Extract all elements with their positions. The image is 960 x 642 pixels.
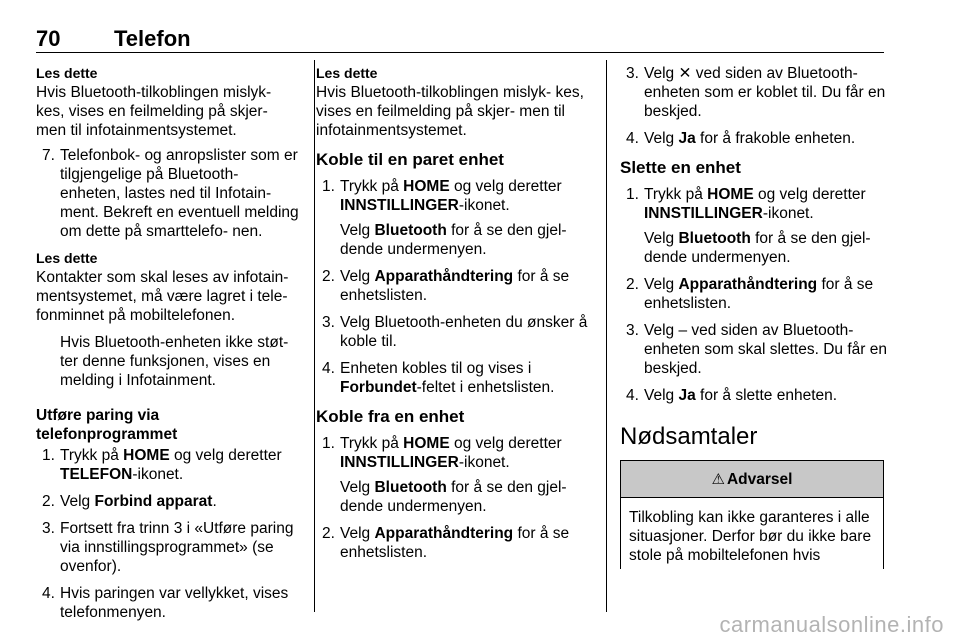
chapter-heading: Nødsamtaler bbox=[620, 423, 758, 450]
item-text: Telefonbok- og anropslister som er tilgjengelige på Bluetooth- enheten, lastes ned til Infotain- ment. Bekreft en eventuell melding om dette på smarttelefo- nen. bbox=[60, 147, 299, 240]
item-number: 3. bbox=[626, 65, 639, 82]
note-title: Les dette bbox=[316, 65, 378, 81]
warning-body: Tilkobling kan ikke garanteres i alle situasjoner. Derfor bør du ikke bare stole på mobiltelefonen hvis bbox=[629, 509, 872, 564]
item-number: 1. bbox=[322, 435, 335, 452]
section-heading: Utføre paring via telefonprogrammet bbox=[36, 407, 178, 443]
item-text: Hvis paringen var vellykket, vises telefonmenyen. bbox=[60, 585, 289, 621]
warning-box bbox=[620, 460, 884, 569]
item-text: Velg Ja for å slette enheten. bbox=[644, 387, 838, 404]
note-text: Kontakter som skal leses av infotain- mentsystemet, må være lagret i tele- fonminnet på mobiltelefonen. bbox=[36, 269, 289, 324]
list-item bbox=[620, 64, 890, 121]
item-text: Trykk på HOME og velg deretter INNSTILLINGER-ikonet. bbox=[644, 186, 866, 222]
note-box bbox=[36, 64, 302, 140]
note-text: Hvis Bluetooth-enheten ikke støt- ter denne funksjonen, vises en melding i Infotainment. bbox=[60, 334, 289, 389]
item-text: Velg – ved siden av Bluetooth- enheten som skal slettes. Du får en beskjed. bbox=[644, 322, 887, 377]
list-item bbox=[36, 146, 302, 241]
list-item bbox=[36, 584, 302, 622]
item-number: 3. bbox=[322, 314, 335, 331]
page-header bbox=[36, 26, 884, 53]
item-text: Velg Bluetooth-enheten du ønsker å koble til. bbox=[340, 314, 588, 350]
list-item bbox=[36, 519, 302, 576]
item-number: 2. bbox=[626, 276, 639, 293]
note-text: Hvis Bluetooth-tilkoblingen mislyk- kes, vises en feilmelding på skjer- men til infotainmentsystemet. bbox=[36, 84, 272, 139]
item-number: 1. bbox=[626, 186, 639, 203]
item-number: 2. bbox=[322, 268, 335, 285]
list-item bbox=[316, 434, 588, 516]
list-item bbox=[620, 321, 890, 378]
item-text: Trykk på HOME og velg deretter TELEFON-ikonet. bbox=[60, 447, 282, 483]
item-number: 4. bbox=[626, 130, 639, 147]
section-heading: Slette en enhet bbox=[620, 158, 741, 177]
list-item bbox=[316, 267, 588, 305]
note-box bbox=[36, 249, 302, 390]
item-text: Enheten kobles til og vises i Forbundet-feltet i enhetslisten. bbox=[340, 360, 555, 396]
item-text: Velg Apparathåndtering for å se enhetslisten. bbox=[644, 276, 874, 312]
item-number: 1. bbox=[322, 178, 335, 195]
minus-icon: – bbox=[678, 322, 688, 339]
item-number: 4. bbox=[42, 585, 55, 602]
item-number: 7. bbox=[42, 147, 55, 164]
list-item bbox=[316, 313, 588, 351]
column-divider-1 bbox=[314, 60, 315, 612]
item-text: Velg Forbind apparat. bbox=[60, 493, 217, 510]
item-subtext: Velg Bluetooth for å se den gjel- dende undermenyen. bbox=[340, 479, 567, 515]
item-subtext: Velg Bluetooth for å se den gjel- dende undermenyen. bbox=[340, 222, 567, 258]
list-item bbox=[620, 185, 890, 267]
item-number: 1. bbox=[42, 447, 55, 464]
item-number: 4. bbox=[322, 360, 335, 377]
item-text: Trykk på HOME og velg deretter INNSTILLINGER-ikonet. bbox=[340, 435, 562, 471]
section-heading: Koble fra en enhet bbox=[316, 407, 465, 426]
item-text: Velg Ja for å frakoble enheten. bbox=[644, 130, 856, 147]
item-number: 3. bbox=[626, 322, 639, 339]
list-item bbox=[36, 446, 302, 484]
page-title: Telefon bbox=[114, 26, 191, 51]
item-text: Trykk på HOME og velg deretter INNSTILLINGER-ikonet. bbox=[340, 178, 562, 214]
close-icon: ✕ bbox=[678, 65, 692, 82]
item-number: 3. bbox=[42, 520, 55, 537]
watermark: carmanualsonline.info bbox=[719, 612, 944, 637]
note-box bbox=[316, 64, 588, 140]
warning-title: Advarsel bbox=[726, 470, 793, 488]
item-text: Velg Apparathåndtering for å se enhetslisten. bbox=[340, 525, 570, 561]
warning-header bbox=[621, 461, 883, 498]
column-3 bbox=[620, 64, 890, 569]
page-number: 70 bbox=[36, 26, 61, 51]
column-2 bbox=[316, 64, 588, 570]
item-text: Velg ✕ ved siden av Bluetooth- enheten som er koblet til. Du får en beskjed. bbox=[644, 65, 886, 120]
section-heading: Koble til en paret enhet bbox=[316, 150, 504, 169]
list-item bbox=[36, 492, 302, 511]
list-item bbox=[316, 177, 588, 259]
note-title: Les dette bbox=[36, 250, 98, 266]
item-text: Fortsett fra trinn 3 i «Utføre paring via innstillingsprogrammet» (se ovenfor). bbox=[60, 520, 294, 575]
column-divider-2 bbox=[606, 60, 607, 612]
list-item bbox=[620, 386, 890, 405]
item-text: Velg Apparathåndtering for å se enhetslisten. bbox=[340, 268, 570, 304]
list-item bbox=[316, 524, 588, 562]
list-item bbox=[620, 275, 890, 313]
note-text: Hvis Bluetooth-tilkoblingen mislyk- kes, vises en feilmelding på skjer- men til infotainmentsystemet. bbox=[316, 84, 584, 139]
warning-icon: ⚠ bbox=[711, 470, 725, 488]
column-1 bbox=[36, 64, 302, 630]
note-title: Les dette bbox=[36, 65, 98, 81]
list-item bbox=[316, 359, 588, 397]
item-number: 2. bbox=[322, 525, 335, 542]
item-subtext: Velg Bluetooth for å se den gjel- dende undermenyen. bbox=[644, 230, 871, 266]
list-item bbox=[620, 129, 890, 148]
item-number: 2. bbox=[42, 493, 55, 510]
item-number: 4. bbox=[626, 387, 639, 404]
